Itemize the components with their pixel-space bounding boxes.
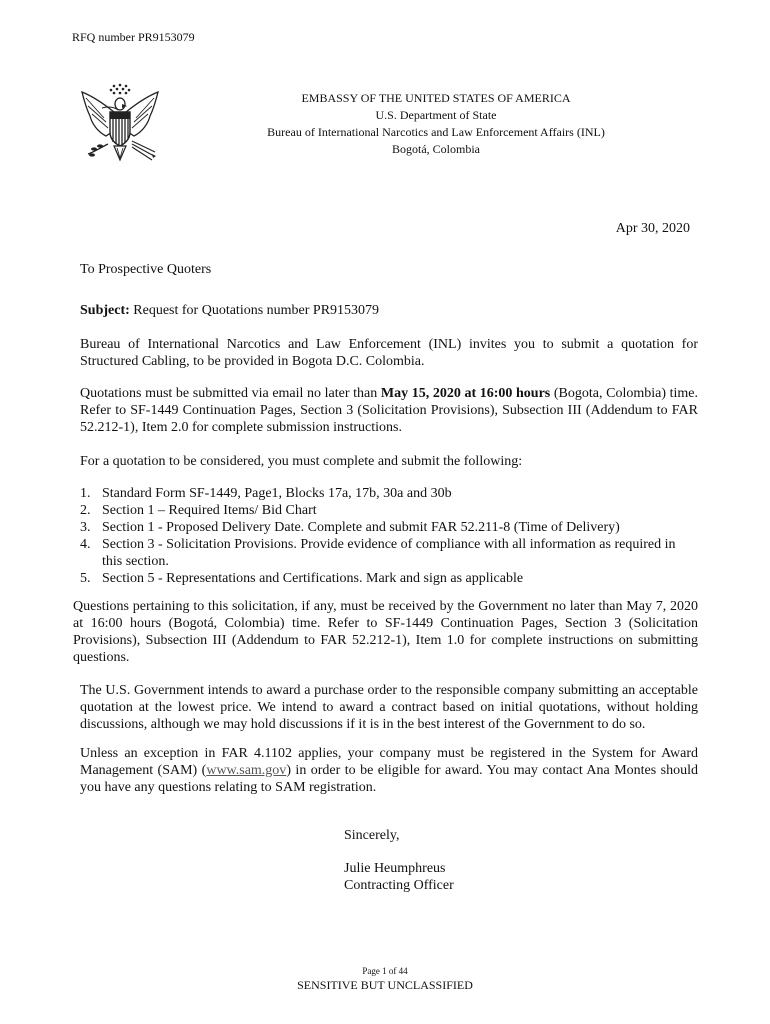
list-item-number: 3. xyxy=(80,520,91,535)
subject-line xyxy=(80,302,379,319)
requirements-list xyxy=(80,485,698,587)
list-item-number: 4. xyxy=(80,537,91,552)
submission-deadline: May 15, 2020 at 16:00 hours xyxy=(380,386,551,401)
letterhead-line-3: Bureau of International Narcotics and Law Enforcement Affairs (INL) xyxy=(267,125,605,139)
intro-paragraph: Bureau of International Narcotics and Law Enforcement (INL) invites you to submit a quotation for Structured Cabling, to be provided in Bogota D.C. Colombia. xyxy=(80,337,698,369)
subject-text: Request for Quotations number PR9153079 xyxy=(129,303,380,318)
list-item-number: 1. xyxy=(80,486,91,501)
list-item xyxy=(80,570,698,587)
list-item xyxy=(80,502,698,519)
submission-text-after: (Bogota, Colombia) time. Refer to SF-1449 Continuation Pages, Section 3 (Solicitation Provisions), Subsection III (Addendum to FAR 52.212-1), Item 2.0 for complete submission instructions. xyxy=(80,386,698,435)
list-item xyxy=(80,536,698,570)
page-number: Page 1 of 44 xyxy=(362,966,408,976)
subject-label: Subject: xyxy=(80,303,130,318)
list-item-text: Section 1 - Proposed Delivery Date. Complete and submit FAR 52.211-8 (Time of Delivery) xyxy=(102,520,620,535)
sam-text-before: Unless an exception in FAR 4.1102 applies, your company must be registered in the System for Award Management (SAM) ( xyxy=(80,746,698,778)
submission-text-before: Quotations must be submitted via email no later than xyxy=(80,386,381,401)
list-item-text: Section 3 - Solicitation Provisions. Provide evidence of compliance with all information as required in this section. xyxy=(102,537,676,569)
embassy-letterhead xyxy=(200,90,672,158)
sam-text-after: ) in order to be eligible for award. You may contact Ana Montes should you have any questions relating to SAM registration. xyxy=(80,763,698,795)
list-item-number: 5. xyxy=(80,571,91,586)
signer-name: Julie Heumphreus xyxy=(344,861,446,876)
requirements-intro: For a quotation to be considered, you must complete and submit the following: xyxy=(80,454,523,469)
award-paragraph: The U.S. Government intends to award a purchase order to the responsible company submitting an acceptable quotation at the lowest price. We intend to award a contract based on initial quotations, without holding discussions, although we may hold discussions if it is in the best interest of the Government to do so. xyxy=(80,683,698,732)
great-seal-icon xyxy=(78,82,162,172)
list-item xyxy=(80,485,698,502)
sam-gov-link[interactable]: www.sam.gov xyxy=(206,763,287,778)
letterhead-line-4: Bogotá, Colombia xyxy=(392,142,480,156)
signer-title: Contracting Officer xyxy=(344,878,454,893)
list-item-text: Section 1 – Required Items/ Bid Chart xyxy=(102,503,317,518)
questions-paragraph: Questions pertaining to this solicitation, if any, must be received by the Government no later than May 7, 2020 at 16:00 hours (Bogotá, Colombia) time. Refer to SF-1449 Continuation Pages, Section 3 (Solicitation Provisions), Subsection III (Addendum to FAR 52.212-1), Item 1.0 for complete instructions on submitting questions. xyxy=(73,599,698,665)
list-item-text: Section 5 - Representations and Certifications. Mark and sign as applicable xyxy=(102,571,524,586)
salutation: To Prospective Quoters xyxy=(80,262,212,277)
sam-registration-paragraph xyxy=(80,745,698,796)
letterhead-line-1: EMBASSY OF THE UNITED STATES OF AMERICA xyxy=(301,91,571,105)
letterhead-line-2: U.S. Department of State xyxy=(375,108,497,122)
list-item-text: Standard Form SF-1449, Page1, Blocks 17a, 17b, 30a and 30b xyxy=(102,486,452,501)
rfq-number: RFQ number PR9153079 xyxy=(72,30,195,44)
list-item xyxy=(80,519,698,536)
classification-footer: SENSITIVE BUT UNCLASSIFIED xyxy=(297,978,473,992)
letter-date: Apr 30, 2020 xyxy=(615,221,690,236)
submission-paragraph xyxy=(80,385,698,436)
list-item-number: 2. xyxy=(80,503,91,518)
closing: Sincerely, xyxy=(344,828,400,843)
